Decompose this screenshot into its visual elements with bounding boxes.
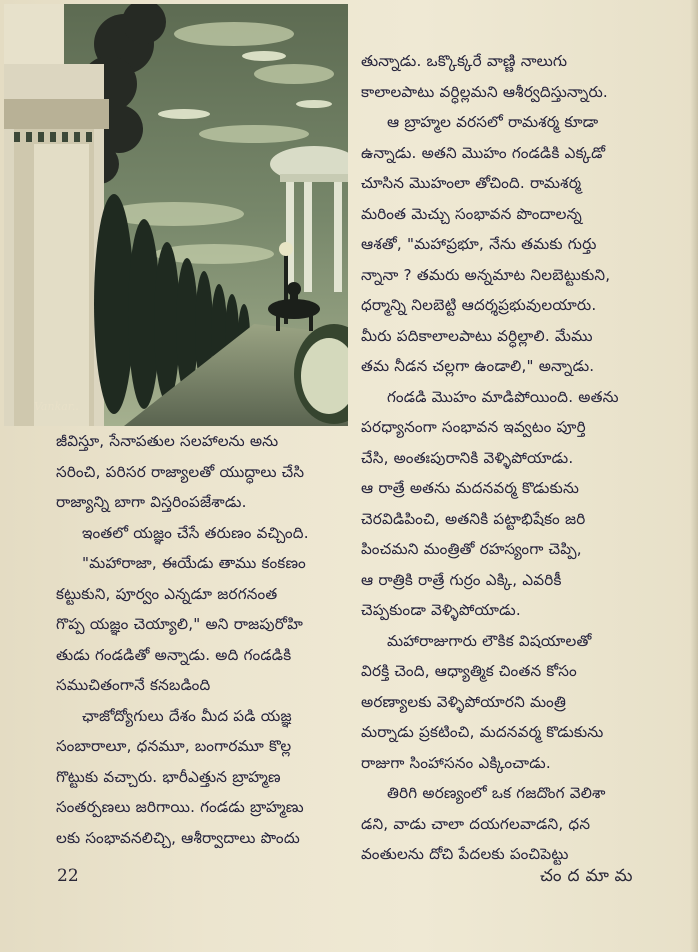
text-line: సంబారాలూ, ధనమూ, బంగారమూ కొల్ల bbox=[56, 737, 292, 755]
text-line: తిరిగి అరణ్యంలో ఒక గజదొంగ వెలిశా bbox=[387, 784, 606, 802]
text-line: తుడు గండడితో అన్నాడు. అది గండడికి bbox=[56, 645, 292, 664]
text-line: సముచితంగానే కనబడింది bbox=[56, 676, 211, 694]
page-edge-shadow bbox=[690, 0, 698, 952]
text-line: పరధ్యానంగా సంభావన ఇవ్వటం పూర్తి bbox=[361, 418, 586, 436]
text-line: ఇంతలో యజ్ఞం చేసే తరుణం వచ్చింది. bbox=[82, 523, 309, 542]
text-line: చెరవిడిపించి, అతనికి పట్టాభిషేకం జరి bbox=[361, 509, 586, 528]
magazine-name: చందమామ bbox=[540, 866, 639, 886]
text-line: గొప్ప యజ్ఞం చెయ్యాలి," అని రాజపురోహి bbox=[56, 615, 304, 633]
text-line: మహారాజుగారు లౌకిక విషయాలతో bbox=[387, 631, 592, 650]
right-text-column bbox=[361, 46, 681, 870]
text-line: విరక్తి చెంది, ఆధ్యాత్మిక చింతన కోసం bbox=[361, 662, 577, 680]
text-line: తమ నీడన చల్లగా ఉండాలి," అన్నాడు. bbox=[361, 357, 595, 375]
text-line: గండడి మొహం మాడిపోయింది. అతను bbox=[387, 387, 619, 406]
text-line: గొట్టుకు వచ్చారు. భారీఎత్తున బ్రాహ్మణ bbox=[56, 767, 281, 786]
text-line: సంతర్పణలు జరిగాయి. గండడు బ్రాహ్మణు bbox=[56, 798, 304, 816]
illustration-art bbox=[4, 4, 348, 426]
text-line: కట్టుకుని, పూర్వం ఎన్నడూ జరగనంత bbox=[56, 584, 278, 603]
text-line: కాలాలపాటు వర్ధిల్లమని ఆశీర్వదిస్తున్నారు. bbox=[361, 82, 608, 101]
page-number: 22 bbox=[57, 866, 79, 886]
text-line: చెప్పకుండా వెళ్ళిపోయాడు. bbox=[361, 601, 521, 619]
text-line: డని, వాడు చాలా దయగలవాడని, ధన bbox=[361, 814, 591, 833]
artist-signature: Vankar.. bbox=[34, 400, 79, 413]
text-line: ధర్మాన్ని నిలబెట్టి ఆదర్శప్రభువులయారు. bbox=[361, 296, 597, 314]
text-line: రాజ్యాన్ని బాగా విస్తరింపజేశాడు. bbox=[56, 493, 247, 511]
left-text-column bbox=[56, 426, 352, 853]
left-paragraph bbox=[56, 426, 352, 853]
text-line: అరణ్యాలకు వెళ్ళిపోయారని మంత్రి bbox=[361, 692, 567, 711]
text-line: మరింత మెచ్చు సంభావన పొందాలన్న bbox=[361, 204, 582, 223]
text-line: మర్నాడు ప్రకటించి, మదనవర్మ కొడుకును bbox=[361, 723, 604, 741]
story-illustration bbox=[4, 4, 348, 426]
text-line: న్నానా ? తమరు అన్నమాట నిలబెట్టుకుని, bbox=[361, 265, 611, 284]
text-line: వంతులను దోచి పేదలకు పంచిపెట్టు bbox=[361, 845, 569, 863]
text-line: సరించి, పరిసర రాజ్యాలతో యుద్ధాలు చేసి bbox=[56, 462, 305, 481]
text-line: ఆ రాత్రికి రాత్రే గుర్రం ఎక్కి, ఎవరికీ bbox=[361, 570, 562, 589]
text-line: జీవిస్తూ, సేనాపతుల సలహాలను అను bbox=[56, 432, 279, 450]
text-line: చూసిన మొహంలా తోచింది. రామశర్మ bbox=[361, 174, 582, 192]
text-line: మీరు పదికాలాలపాటు వర్ధిల్లాలి. మేము bbox=[361, 326, 593, 345]
text-line: ఉన్నాడు. అతని మొహం గండడికి ఎక్కడో bbox=[361, 143, 606, 162]
right-paragraph bbox=[361, 46, 681, 870]
text-line: ఛాజోద్యోగులు దేశం మీద పడి యజ్ఞ bbox=[82, 706, 292, 725]
text-line: "మహారాజా, ఈయేడు తాము కంకణం bbox=[82, 554, 306, 572]
text-line: ఆ బ్రాహ్మల వరసలో రామశర్మ కూడా bbox=[387, 113, 599, 131]
text-line: ఆ రాత్రే అతను మదనవర్మ కొడుకును bbox=[361, 479, 580, 497]
text-line: రాజుగా సింహాసనం ఎక్కించాడు. bbox=[361, 753, 551, 772]
text-line: పించమని మంత్రితో రహస్యంగా చెప్పి, bbox=[361, 540, 582, 558]
text-line: ఆశతో, "మహాప్రభూ, నేను తమకు గుర్తు bbox=[361, 235, 597, 253]
text-line: తున్నాడు. ఒక్కొక్కరే వాణ్ణి నాలుగు bbox=[361, 52, 568, 70]
text-line: లకు సంభావనలిచ్చి, ఆశీర్వాదాలు పొందు bbox=[56, 828, 300, 847]
text-line: చేసి, అంతఃపురానికి వెళ్ళిపోయాడు. bbox=[361, 448, 574, 467]
